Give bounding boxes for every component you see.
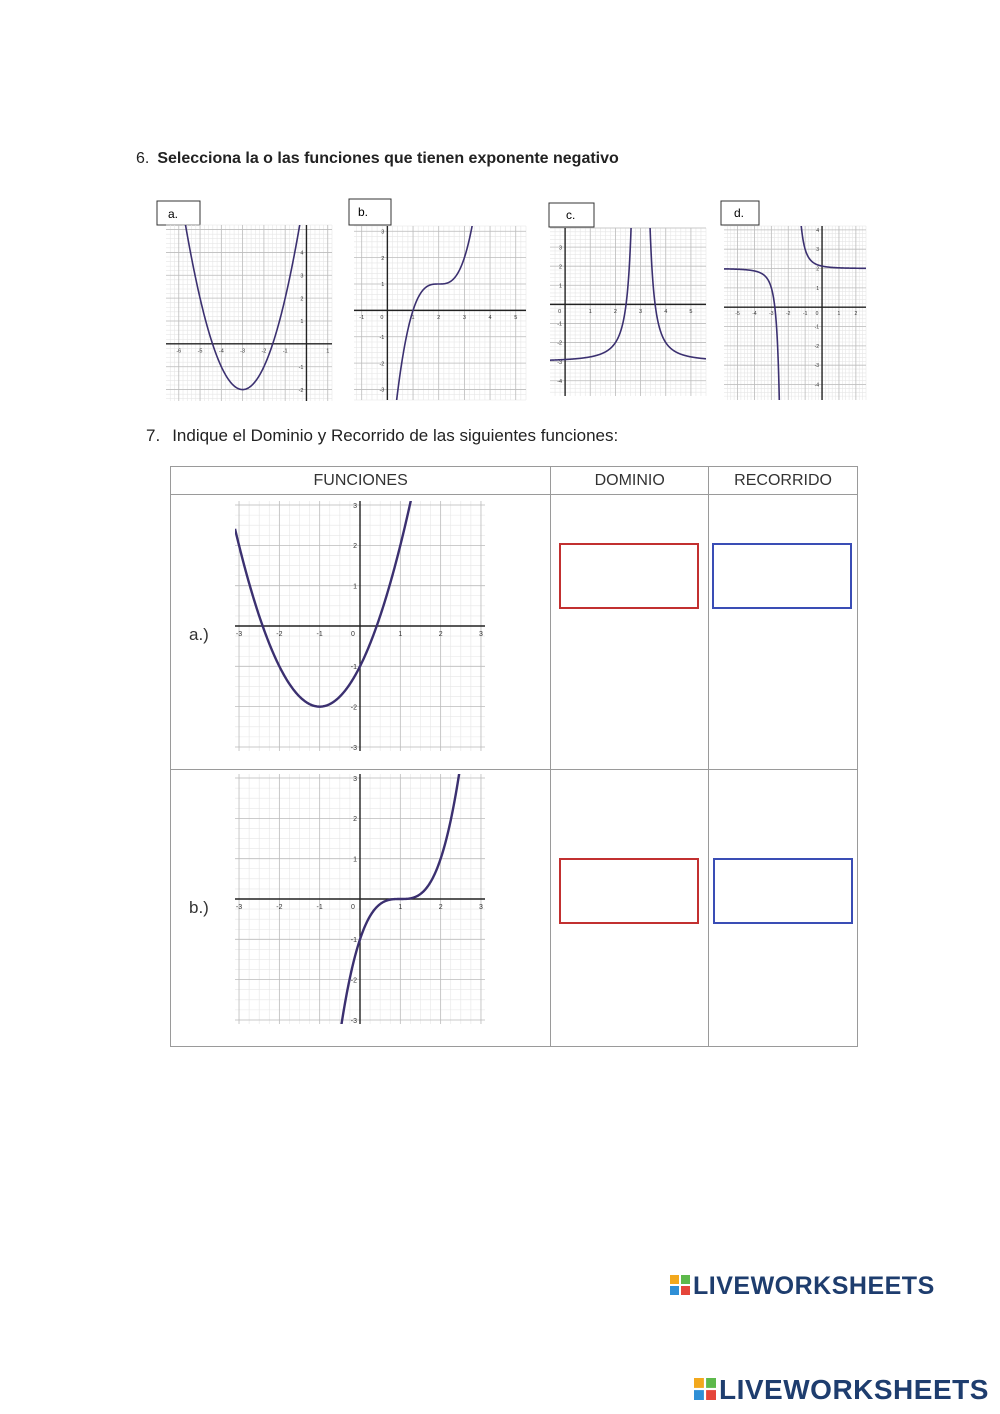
option-b-x-tick: 2 — [437, 314, 441, 321]
row-a-y-tick: -2 — [350, 704, 357, 712]
option-a-y-tick: -2 — [298, 387, 304, 394]
option-c-y-tick: -4 — [557, 378, 563, 385]
option-b-x-tick: 4 — [488, 314, 492, 321]
option-b-y-tick: -2 — [379, 361, 385, 368]
option-b-y-tick: 3 — [381, 229, 385, 236]
row-b-y-tick: -3 — [350, 1017, 357, 1025]
option-d-x-tick: -4 — [752, 311, 757, 318]
domain-answer-a[interactable] — [559, 543, 699, 609]
option-d-graph[interactable] — [720, 200, 868, 402]
option-a-y-tick: 1 — [300, 319, 304, 326]
option-b-plot — [354, 198, 526, 402]
option-b-y-tick: 2 — [381, 255, 385, 262]
row-a-graph — [233, 495, 489, 769]
option-c-x-tick: 3 — [639, 308, 643, 315]
row-b-y-tick: 1 — [353, 856, 357, 864]
option-d-plot — [724, 200, 866, 402]
domain-range-table — [170, 466, 858, 1047]
option-d-y-tick: 1 — [816, 285, 820, 292]
option-a-label: a. — [168, 207, 179, 221]
option-d-x-tick: 1 — [837, 311, 841, 318]
option-d-label: d. — [734, 206, 745, 220]
question-7-text: Indique el Dominio y Recorrido de las siguientes funciones: — [172, 426, 619, 445]
liveworksheets-mark-icon — [670, 1275, 690, 1295]
option-d-y-tick: -1 — [814, 324, 820, 331]
option-c-x-tick: 4 — [664, 308, 668, 315]
row-a-x-tick: 3 — [479, 631, 483, 638]
row-b-x-tick: 0 — [351, 904, 355, 911]
row-a-y-tick: -3 — [350, 744, 357, 752]
option-d-y-tick: 4 — [816, 227, 820, 234]
row-b-graph — [233, 770, 489, 1046]
option-a-x-tick: -6 — [176, 348, 182, 355]
option-d-y-tick: 2 — [816, 266, 820, 273]
domain-cell-b — [551, 770, 709, 1047]
range-cell-a — [709, 495, 858, 770]
row-a-label: a.) — [189, 625, 209, 644]
row-a-y-tick: 3 — [353, 502, 357, 510]
header-range: RECORRIDO — [709, 467, 858, 495]
option-c-y-tick: -1 — [557, 321, 563, 328]
option-d-y-tick: 3 — [816, 247, 820, 254]
function-cell-b — [171, 770, 551, 1047]
option-a-x-tick: -5 — [197, 348, 203, 355]
row-b-y-tick: -2 — [350, 977, 357, 985]
option-d-x-tick: 2 — [854, 311, 858, 318]
question-6 — [136, 150, 619, 168]
row-a-y-tick: 2 — [353, 543, 357, 551]
option-a-y-tick: -1 — [298, 364, 304, 371]
option-c-x-tick: 5 — [689, 308, 693, 315]
row-a-x-tick: -3 — [235, 631, 243, 638]
option-c-label: c. — [566, 208, 576, 222]
row-b-x-tick: -1 — [316, 904, 323, 911]
row-b-x-tick: -2 — [276, 904, 283, 911]
liveworksheets-logo — [670, 1272, 935, 1301]
liveworksheets-footer-mark-icon — [694, 1378, 716, 1400]
option-b-x-tick: -1 — [359, 314, 365, 321]
option-b-x-tick: 0 — [380, 314, 384, 321]
row-b-plot — [235, 770, 485, 1046]
option-a-y-tick: 2 — [300, 296, 304, 303]
row-a-x-tick: -2 — [276, 631, 283, 638]
option-c-x-tick: 0 — [558, 308, 562, 315]
row-b-y-tick: 2 — [353, 816, 357, 824]
table-header-row — [171, 467, 858, 495]
option-b-y-tick: -3 — [379, 387, 385, 394]
option-a-x-tick: -3 — [240, 348, 246, 355]
function-cell-a — [171, 495, 551, 770]
row-b-x-tick: -3 — [235, 904, 243, 911]
option-b-graph[interactable] — [348, 198, 530, 402]
option-c-y-tick: 2 — [559, 264, 563, 271]
row-a-x-tick: 0 — [351, 631, 355, 638]
question-7-number: 7. — [146, 426, 161, 445]
question-7 — [146, 426, 618, 446]
header-domain: DOMINIO — [551, 467, 709, 495]
option-d-y-tick: -3 — [814, 363, 820, 370]
row-a-x-tick: 2 — [438, 631, 443, 638]
option-b-y-tick: -1 — [379, 334, 385, 341]
row-b-label: b.) — [189, 898, 209, 917]
option-b-label-box[interactable] — [349, 199, 391, 225]
option-c-x-tick: 2 — [613, 308, 617, 315]
option-d-curve-1 — [789, 200, 866, 268]
domain-answer-b[interactable] — [559, 858, 699, 924]
option-a-y-tick: 3 — [300, 273, 304, 280]
row-a-y-tick: 1 — [353, 583, 357, 591]
option-a-x-tick: -1 — [282, 348, 288, 355]
table-row-a — [171, 495, 858, 770]
option-a-x-tick: -2 — [261, 348, 267, 355]
domain-cell-a — [551, 495, 709, 770]
option-d-x-tick: -1 — [802, 311, 808, 318]
footer-logo-text: LIVEWORKSHEETS — [719, 1374, 989, 1405]
option-a-x-tick: -4 — [218, 348, 224, 355]
row-a-plot — [235, 495, 485, 752]
range-answer-b[interactable] — [713, 858, 853, 924]
row-b-x-tick: 3 — [479, 904, 483, 911]
option-c-x-tick: 1 — [588, 308, 592, 315]
liveworksheets-logo-footer — [694, 1374, 989, 1406]
row-b-y-tick: 3 — [353, 775, 357, 783]
option-b-label: b. — [358, 205, 369, 219]
option-a-y-tick: 4 — [300, 250, 304, 257]
row-b-x-tick: 2 — [438, 904, 443, 911]
row-b-x-tick: 1 — [398, 904, 403, 911]
option-c-graph[interactable] — [548, 202, 708, 398]
range-cell-b — [709, 770, 858, 1047]
table-row-b — [171, 770, 858, 1047]
option-d-x-tick: -5 — [735, 311, 740, 318]
option-c-y-tick: -3 — [557, 359, 563, 366]
option-a-graph[interactable] — [156, 200, 334, 402]
option-d-y-tick: -4 — [814, 382, 820, 389]
row-a-y-tick: -1 — [350, 664, 357, 672]
option-c-y-tick: -2 — [557, 340, 563, 347]
option-b-x-tick: 5 — [514, 314, 518, 321]
question-6-text: Selecciona la o las funciones que tienen exponente negativo — [157, 150, 619, 167]
option-b-x-tick: 3 — [462, 314, 466, 321]
option-a-label-box[interactable] — [157, 201, 200, 225]
option-c-y-tick: 1 — [559, 283, 563, 290]
row-a-x-tick: -1 — [316, 631, 323, 638]
range-answer-a[interactable] — [712, 543, 852, 609]
question-6-number: 6. — [136, 150, 150, 167]
option-c-plot — [550, 202, 706, 396]
option-d-y-tick: -2 — [814, 343, 820, 350]
logo-text: LIVEWORKSHEETS — [693, 1272, 935, 1300]
option-d-x-tick: 0 — [815, 311, 819, 318]
option-a-plot — [166, 200, 332, 401]
option-b-x-tick: 1 — [411, 314, 415, 321]
option-a-x-tick: 1 — [326, 348, 330, 355]
row-b-y-tick: -1 — [350, 937, 357, 945]
header-functions: FUNCIONES — [171, 467, 551, 495]
option-d-x-tick: -2 — [786, 311, 791, 318]
option-c-curve-1 — [642, 202, 706, 359]
option-c-y-tick: 3 — [559, 245, 563, 252]
option-b-y-tick: 1 — [381, 282, 385, 289]
option-d-x-tick: -3 — [769, 311, 774, 318]
row-a-x-tick: 1 — [398, 631, 403, 638]
